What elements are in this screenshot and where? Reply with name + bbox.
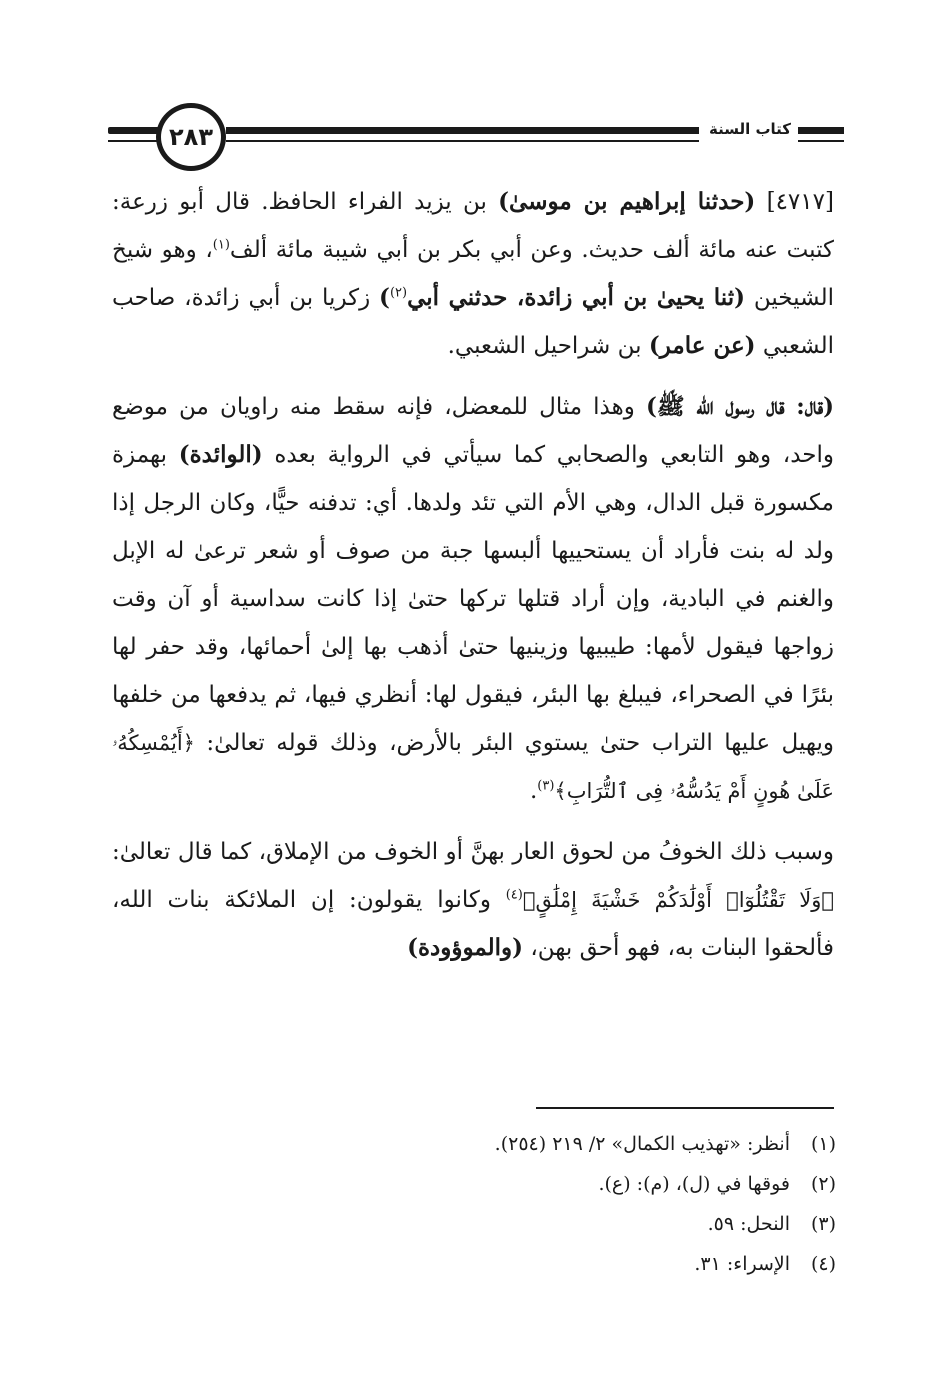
matn-quote: (الوائدة) xyxy=(178,441,263,468)
footnote-text: النحل: ٥٩. xyxy=(707,1213,790,1235)
footnote-item xyxy=(300,1164,836,1204)
commentary-text: زكريا بن أبي زائدة، صاحب الشعبي xyxy=(112,285,834,359)
footnote-ref[interactable]: (٤) xyxy=(505,887,523,903)
commentary-text: بن يزيد الفراء الحافظ. قال أبو زرعة: كتبت عنه مائة ألف حديث. وعن أبي بكر بن أبي شيبة مائة ألف xyxy=(112,189,834,263)
commentary-text: وهذا مثال للمعضل، فإنه سقط منه راويان من موضع واحد، وهو التابعي والصحابي كما سيأتي في الرواية بعده xyxy=(112,394,834,468)
hadith-number: [٤٧١٧] xyxy=(755,189,834,215)
header-rule-right-thin xyxy=(798,140,844,142)
footnote-number: (٣) xyxy=(810,1213,836,1235)
footnote-text: أنظر: «تهذيب الكمال» ٢/ ٢١٩ (٢٥٤). xyxy=(494,1133,790,1155)
paragraph-hadith-4717 xyxy=(112,178,834,370)
footnote-text: فوقها في (ل)، (م): (ع). xyxy=(598,1173,790,1195)
footnotes xyxy=(300,1124,836,1284)
commentary-text: وكانوا يقولون: إن الملائكة بنات الله، فألحقوا البنات به، فهو أحق بهن، xyxy=(112,887,834,961)
footnote-number: (١) xyxy=(810,1133,836,1155)
matn-quote: (ثنا يحيىٰ بن أبي زائدة، حدثني أبي xyxy=(407,284,745,311)
footnote-ref[interactable]: (١) xyxy=(212,237,230,253)
footnote-item xyxy=(300,1204,836,1244)
quran-verse: ﴿وَلَا تَقْتُلُوٓا۟ أَوْلَٰدَكُمْ خَشْيَةَ إِمْلَٰقٍ﴾ xyxy=(522,888,834,912)
footnote-number: (٢) xyxy=(810,1173,836,1195)
header-rule-middle-thin xyxy=(226,140,699,142)
header-rule-right xyxy=(798,127,844,134)
header-rule-left xyxy=(108,127,162,134)
footnote-ref[interactable]: (٣) xyxy=(537,778,555,794)
matn-quote: (عن عامر) xyxy=(648,332,756,359)
page-number: ٢٨٣ xyxy=(156,103,226,171)
commentary-text: بهمزة مكسورة قبل الدال، وهي الأم التي تئد ولدها. أي: تدفنه حيًّا، وكان الرجل إذا ولد له بنت فأراد أن يستحييها ألبسها جبة من صوف أو شعر ترعىٰ له الإبل والغنم في البادية، وإن أراد قتلها تركها حتىٰ إذا كانت سداسية أو آن وقت زواجها فيقول لأمها: طيبيها وزينيها حتىٰ أذهب بها إلىٰ أحمائها، وقد حفر لها بئرًا في الصحراء، فيبلغ بها البئر، فيقول لها: أنظري فيها، ثم يدفعها من خلفها ويهيل عليها التراب حتىٰ يستوي البئر بالأرض، وذلك قوله تعالىٰ: xyxy=(112,442,834,756)
main-text xyxy=(112,178,834,972)
matn-quote-close: ) xyxy=(379,284,390,311)
footnote-ref[interactable]: (٢) xyxy=(389,285,408,301)
commentary-text: بن شراحيل الشعبي. xyxy=(447,333,649,359)
header-rule-left-thin xyxy=(108,140,162,142)
paragraph-reason xyxy=(112,828,834,972)
page-header xyxy=(108,100,844,170)
commentary-text: . xyxy=(529,778,538,804)
commentary-text: ، وهو شيخ الشيخين xyxy=(112,237,834,311)
footnote-item xyxy=(300,1124,836,1164)
header-rule-middle xyxy=(226,127,699,134)
matn-quote: (قال: قال رسول الله ﷺ) xyxy=(645,393,834,420)
paragraph-commentary xyxy=(112,383,834,815)
quran-verse: ﴿أَيُمْسِكُهُۥ عَلَىٰ هُونٍ أَمْ يَدُسُّهُۥ فِى ٱلتُّرَابِ﴾ xyxy=(112,731,834,803)
matn-quote: (حدثنا إبراهيم بن موسىٰ) xyxy=(498,188,756,215)
footnote-text: الإسراء: ٣١. xyxy=(694,1253,790,1275)
matn-quote: (والموؤودة) xyxy=(407,934,524,961)
commentary-text: وسبب ذلك الخوفُ من لحوق العار بهنَّ أو الخوف من الإملاق، كما قال تعالىٰ: xyxy=(112,839,834,865)
running-title: كتاب السنة xyxy=(708,120,792,138)
footnote-number: (٤) xyxy=(810,1253,836,1275)
footnote-separator xyxy=(536,1107,834,1109)
footnote-item xyxy=(300,1244,836,1284)
